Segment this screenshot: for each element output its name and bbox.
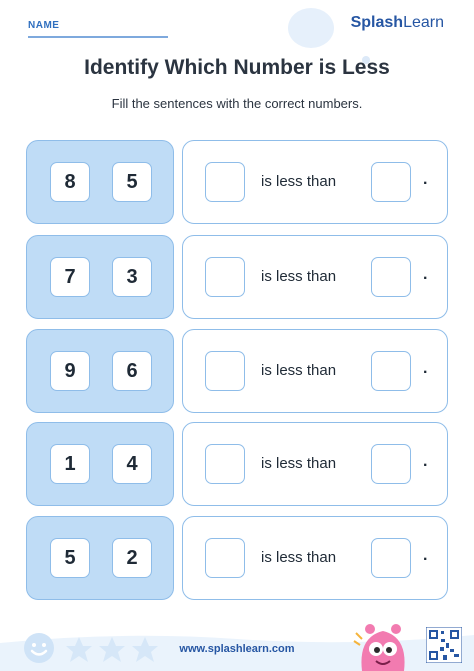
sentence-phrase: is less than [261, 173, 337, 190]
number-box: 8 [50, 162, 90, 202]
splashlearn-logo [351, 14, 444, 32]
exercise-row [26, 140, 448, 224]
exercise-row [26, 516, 448, 600]
name-line [28, 36, 168, 38]
answer-box[interactable] [205, 351, 245, 391]
number-pair-panel [26, 516, 174, 600]
sentence-panel [182, 422, 448, 506]
sentence-phrase: is less than [261, 362, 337, 379]
sentence-period: . [423, 266, 428, 283]
worksheet-title: Identify Which Number is Less [84, 56, 390, 79]
number-pair-panel [26, 140, 174, 224]
answer-box[interactable] [205, 538, 245, 578]
answer-box[interactable] [371, 444, 411, 484]
sentence-period: . [423, 360, 428, 377]
sentence-period: . [423, 547, 428, 564]
sentence-phrase: is less than [261, 268, 337, 285]
sentence-panel [182, 516, 448, 600]
sentence-period: . [423, 171, 428, 188]
number-box: 5 [112, 162, 152, 202]
instructions: Fill the sentences with the correct numbers. [111, 96, 363, 111]
pink-monster-mascot-icon [352, 611, 414, 671]
exercise-row [26, 329, 448, 413]
answer-box[interactable] [205, 257, 245, 297]
number-box: 1 [50, 444, 90, 484]
number-box: 4 [112, 444, 152, 484]
footer-url: www.splashlearn.com [179, 643, 295, 655]
decorative-bubble [288, 8, 334, 48]
answer-box[interactable] [205, 444, 245, 484]
sentence-phrase: is less than [261, 549, 337, 566]
sentence-panel [182, 140, 448, 224]
number-box: 5 [50, 538, 90, 578]
number-box: 9 [50, 351, 90, 391]
qr-code-icon [426, 627, 462, 663]
answer-box[interactable] [371, 351, 411, 391]
number-box: 7 [50, 257, 90, 297]
name-label: NAME [28, 20, 60, 31]
sentence-period: . [423, 453, 428, 470]
answer-box[interactable] [205, 162, 245, 202]
number-pair-panel [26, 329, 174, 413]
sentence-panel [182, 235, 448, 319]
sentence-panel [182, 329, 448, 413]
number-box: 2 [112, 538, 152, 578]
answer-box[interactable] [371, 257, 411, 297]
number-pair-panel [26, 422, 174, 506]
answer-box[interactable] [371, 538, 411, 578]
sentence-phrase: is less than [261, 455, 337, 472]
number-box: 3 [112, 257, 152, 297]
answer-box[interactable] [371, 162, 411, 202]
exercise-row [26, 235, 448, 319]
name-field [28, 20, 168, 38]
number-box: 6 [112, 351, 152, 391]
number-pair-panel [26, 235, 174, 319]
logo-bold-text: Splash [350, 14, 404, 31]
logo-light-text: Learn [403, 14, 444, 31]
exercise-row [26, 422, 448, 506]
